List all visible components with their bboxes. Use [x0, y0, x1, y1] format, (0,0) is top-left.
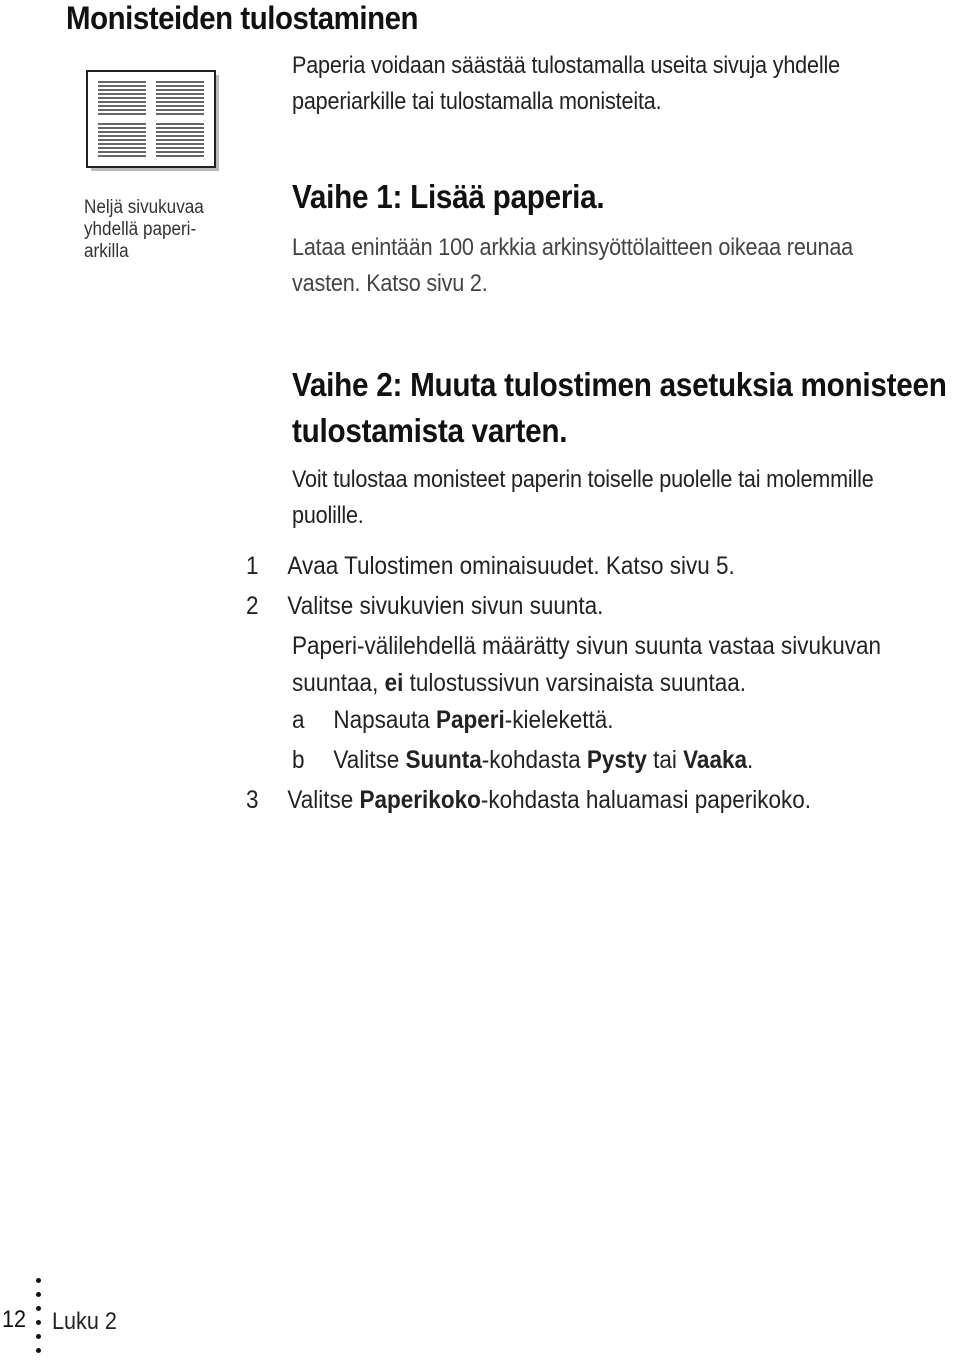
- footer-dot: [36, 1320, 41, 1325]
- sub-text-part: tai: [646, 746, 684, 774]
- list-number: 2: [246, 592, 259, 620]
- step2-text: [292, 462, 874, 534]
- list-text: Avaa Tulostimen ominaisuudet. Katso sivu 5.: [287, 552, 735, 580]
- footer-dot: [36, 1348, 41, 1353]
- list-number: 1: [246, 552, 259, 580]
- sub-ui-term: Paperi: [435, 706, 505, 734]
- sub-text-part: .: [746, 746, 754, 774]
- caption-line-3: arkilla: [84, 241, 129, 262]
- sub-text-part: Napsauta: [333, 706, 436, 734]
- sub-letter: a: [292, 706, 305, 734]
- four-pages-on-sheet-icon: [86, 70, 222, 174]
- note-line-1: Paperi-välilehdellä määrätty sivun suunta vastaa sivukuvan: [292, 632, 882, 660]
- caption-line-1: Neljä sivukuvaa: [84, 197, 204, 218]
- list-number: 3: [246, 786, 259, 814]
- page-title: Monisteiden tulostaminen: [66, 0, 419, 36]
- sub-ui-term: Pysty: [586, 746, 647, 774]
- sub-letter: b: [292, 746, 305, 774]
- intro-line-2: paperiarkille tai tulostamalla monisteita.: [292, 88, 662, 115]
- sub-ui-term: Vaaka: [683, 746, 747, 774]
- list-text: Valitse sivukuvien sivun suunta.: [287, 592, 604, 620]
- intro-line-1: Paperia voidaan säästää tulostamalla useita sivuja yhdelle: [292, 52, 840, 79]
- step1-text: [292, 230, 853, 302]
- footer-dot: [36, 1306, 41, 1311]
- list-text: [287, 783, 811, 817]
- intro-text: [292, 48, 840, 120]
- step2-heading: [292, 362, 947, 454]
- note-text: suuntaa,: [292, 669, 385, 697]
- footer-dot: [36, 1278, 41, 1283]
- step1-heading: Vaihe 1: Lisää paperia.: [292, 178, 605, 215]
- step2-line-1: Voit tulostaa monisteet paperin toiselle puolelle tai molemmille: [292, 466, 874, 493]
- footer-dot: [36, 1334, 41, 1339]
- sub-text-part: -kielekettä.: [504, 706, 614, 734]
- step1-line-2: vasten. Katso sivu 2.: [292, 270, 488, 297]
- list-ui-term: Paperikoko: [359, 786, 481, 814]
- note-text: tulostussivun varsinaista suuntaa.: [403, 669, 747, 697]
- step1-line-1: Lataa enintään 100 arkkia arkinsyöttölaitteen oikeaa reunaa: [292, 234, 853, 261]
- step2-heading-line-1: Vaihe 2: Muuta tulostimen asetuksia monisteen: [292, 366, 947, 403]
- note-line-2: [292, 666, 746, 700]
- page-number: 12: [2, 1306, 27, 1333]
- sub-ui-term: Suunta: [405, 746, 482, 774]
- list-text-part: Valitse: [287, 786, 360, 814]
- step2-line-2: puolille.: [292, 502, 364, 529]
- sub-text: [333, 703, 613, 737]
- note-emphasis: ei: [384, 669, 404, 697]
- figure-caption: [84, 197, 204, 263]
- sub-text: [333, 743, 753, 777]
- step2-heading-line-2: tulostamista varten.: [292, 412, 568, 449]
- chapter-label: Luku 2: [52, 1308, 117, 1335]
- caption-line-2: yhdellä paperi-: [84, 219, 197, 240]
- footer-dot: [36, 1292, 41, 1297]
- sub-text-part: Valitse: [333, 746, 406, 774]
- sub-text-part: -kohdasta: [481, 746, 587, 774]
- list-text-part: -kohdasta haluamasi paperikoko.: [480, 786, 812, 814]
